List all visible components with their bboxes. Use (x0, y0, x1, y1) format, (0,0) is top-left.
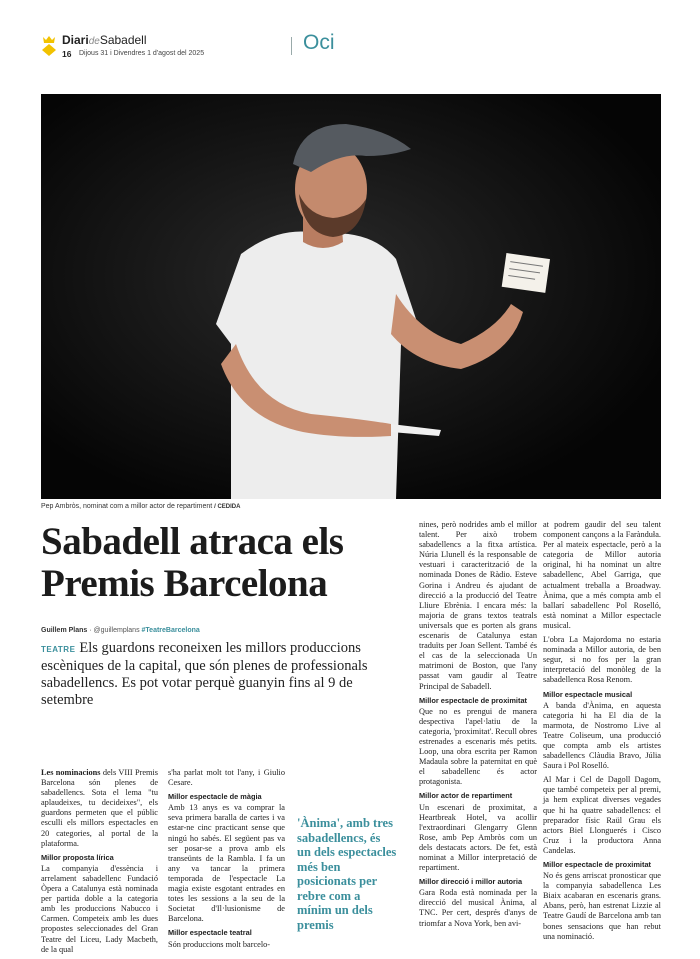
subhead: Millor direcció i millor autoria (419, 877, 523, 887)
body-column-2: s'ha parlat molt tot l'any, i Giulio Cesare. Millor espectacle de màgia Amb 13 anys es va comprar la seva primera baralla de cartes i va estar-ne cinc practicant sense que ningú ho sabés. El següent pas va ser posar-se a prova amb els transeünts de la Rambla. I fa un any va tancar la primera temporada de l'espectacle La magia existe esgotant entrades en totes les sessions a la seu de la Societat d'Il·lusionisme de Barcelona. Millor espectacle teatral Són produccions molt barcelo- (168, 768, 285, 949)
kicker: TEATRE (41, 645, 76, 654)
body-column-3: nines, però nodrides amb el millor talent. Per això trobem sabadellencs a la fitxa artística. Núria Llunell és la responsable de vestuari i caracterització de la nominada Dones de Ràdio. Esteve Gorina i Andreu és ajudant de direcció a la producció del Teatre Lliure Ebrènia. I encara més: la majoria de grans textos teatrals universals que es porten als grans escenaris de Catalunya estan traduïts per Joan Sellent. També és el cas de la seleccionada Un matrimoni de Boston, que l'any passat vam gaudir al Teatre Principal de Sabadell. Millor espectacle de proximitat Que no es prengui de manera despectiva l'apel·latiu de la categoria, 'proximitat'. Recull obres estrenades a escenaris més petits. Loop, una obra escrita per Ramon Madaula sobre la paternitat en què el sabadellenc és actor protagonista. Millor actor de repartiment Un escenari de proximitat, a Heartbreak Hotel, va acollir l'extraordinari Glengarry Glenn Rose, amb Pep Ambròs com un dels destacats actors. De fet, està nominat a Millor interpretació de repartiment. Millor direcció i millor autoria Gara Roda està nominada per la direcció del musical Ànima, al TNC. Per cert, després d'anys de triomfar a Nova York, ben avi- (419, 520, 537, 928)
masthead (41, 33, 661, 73)
byline (41, 627, 200, 634)
twitter-icon: · (89, 627, 92, 634)
headline: Sabadell atraca els Premis Barcelona (41, 520, 344, 605)
body-column-4: at podrem gaudir del seu talent component cançons a la Farànduła. Per al mateix espectacle, però a la categoria de Millor autoria original, hi ha nominat un altre sabadellenc, Abel Garriga, que actualment treballa a Broadway. Ànima, que a més compta amb el ballarí sabadellenc Pol Roselló, està nominat a Millor espectacle musical. L'obra La Majordoma no estaria nominada a Millor autoria, de ben segur, si no fos per la gran interpretació del monòleg de la sabadellenca Rosa Renom. Millor espectacle musical A banda d'Ànima, en aquesta categoria hi ha El dia de la marmota, de Nostromo Live al Teatre Coliseum, una producció que compta amb els artistes sabadellencs Clàudia Bravo, Júlia Saura i Pol Roselló. Al Mar i Cel de Dagoll Dagom, que també competeix per al premi, ja hem explicat diverses vegades que hi ha quatre sabadellencs: el preparador físic Raül Grau els actors Biel Llonguerés i Cisco Cruz i la productora Anna Candelas. Millor espectacle de proximitat No és gens arriscat pronosticar que la companyia sabadellenca Les Biaix acabaran en escenaris grans. Abans, però, han estrenat Lizzie al Teatre Gaudí de Barcelona amb tan bones sensacions que han rebut una nominació. (543, 520, 661, 941)
subhead: Millor espectacle de proximitat (543, 860, 652, 869)
author-name: Guillem Plans (41, 627, 88, 634)
dateline: Dijous 31 i Divendres 1 d'agost del 2025 (79, 50, 205, 57)
section-title: Oci (303, 31, 335, 54)
body-column-1: Les nominacions dels VIII Premis Barcelona són plenes de sabadellencs. Sota el lema "tu aplaudeixes, tu decideixes", els guardons permeten que el públic esculli els millors espectacles en 20 categories, al portal de la plataforma. Millor proposta lírica La companyia d'essència i arrelament sabadellenc Fundació Òpera a Catalunya està nominada per partida doble a la categoria amb les produccions Nabucco i Carmen. Competeix amb les dues propostes seleccionades del Gran Teatre del Liceu, Lady Macbeth, de la qual (41, 768, 159, 954)
photo-caption: Pep Ambròs, nominat com a millor actor de repartiment / CEDIDA (41, 503, 241, 510)
subhead: Millor espectacle de proximitat (419, 695, 528, 705)
pull-quote: 'Ànima', amb tres sabadellencs, és un dels espectacles més ben posicionats per rebre com a mínim un dels premis (297, 816, 397, 932)
lead-in: Les nominacions (41, 768, 101, 777)
brand-name: DiarideSabadell (62, 33, 147, 47)
diari-logo-icon (41, 35, 57, 57)
subhead: Millor proposta lírica (41, 852, 114, 862)
article-photo (41, 94, 661, 499)
subhead: Millor espectacle teatral (168, 928, 252, 938)
hashtag: #TeatreBarcelona (141, 627, 200, 634)
actor-photo-illustration (41, 94, 661, 499)
photo-credit: / CEDIDA (214, 504, 241, 510)
header-divider (291, 37, 292, 55)
page-number: 16 (62, 49, 72, 59)
subhead: Millor espectacle de màgia (168, 792, 262, 802)
subhead: Millor actor de repartiment (419, 791, 513, 801)
lead-paragraph: TEATRE Els guardons reconeixen les millors produccions escèniques de la capital, que són plenes de professionals sabadellencs. Es pot votar perquè guanyin fins al 9 de setembre (41, 640, 368, 708)
subhead: Millor espectacle musical (543, 689, 633, 699)
author-handle: @guillemplans (93, 627, 140, 634)
